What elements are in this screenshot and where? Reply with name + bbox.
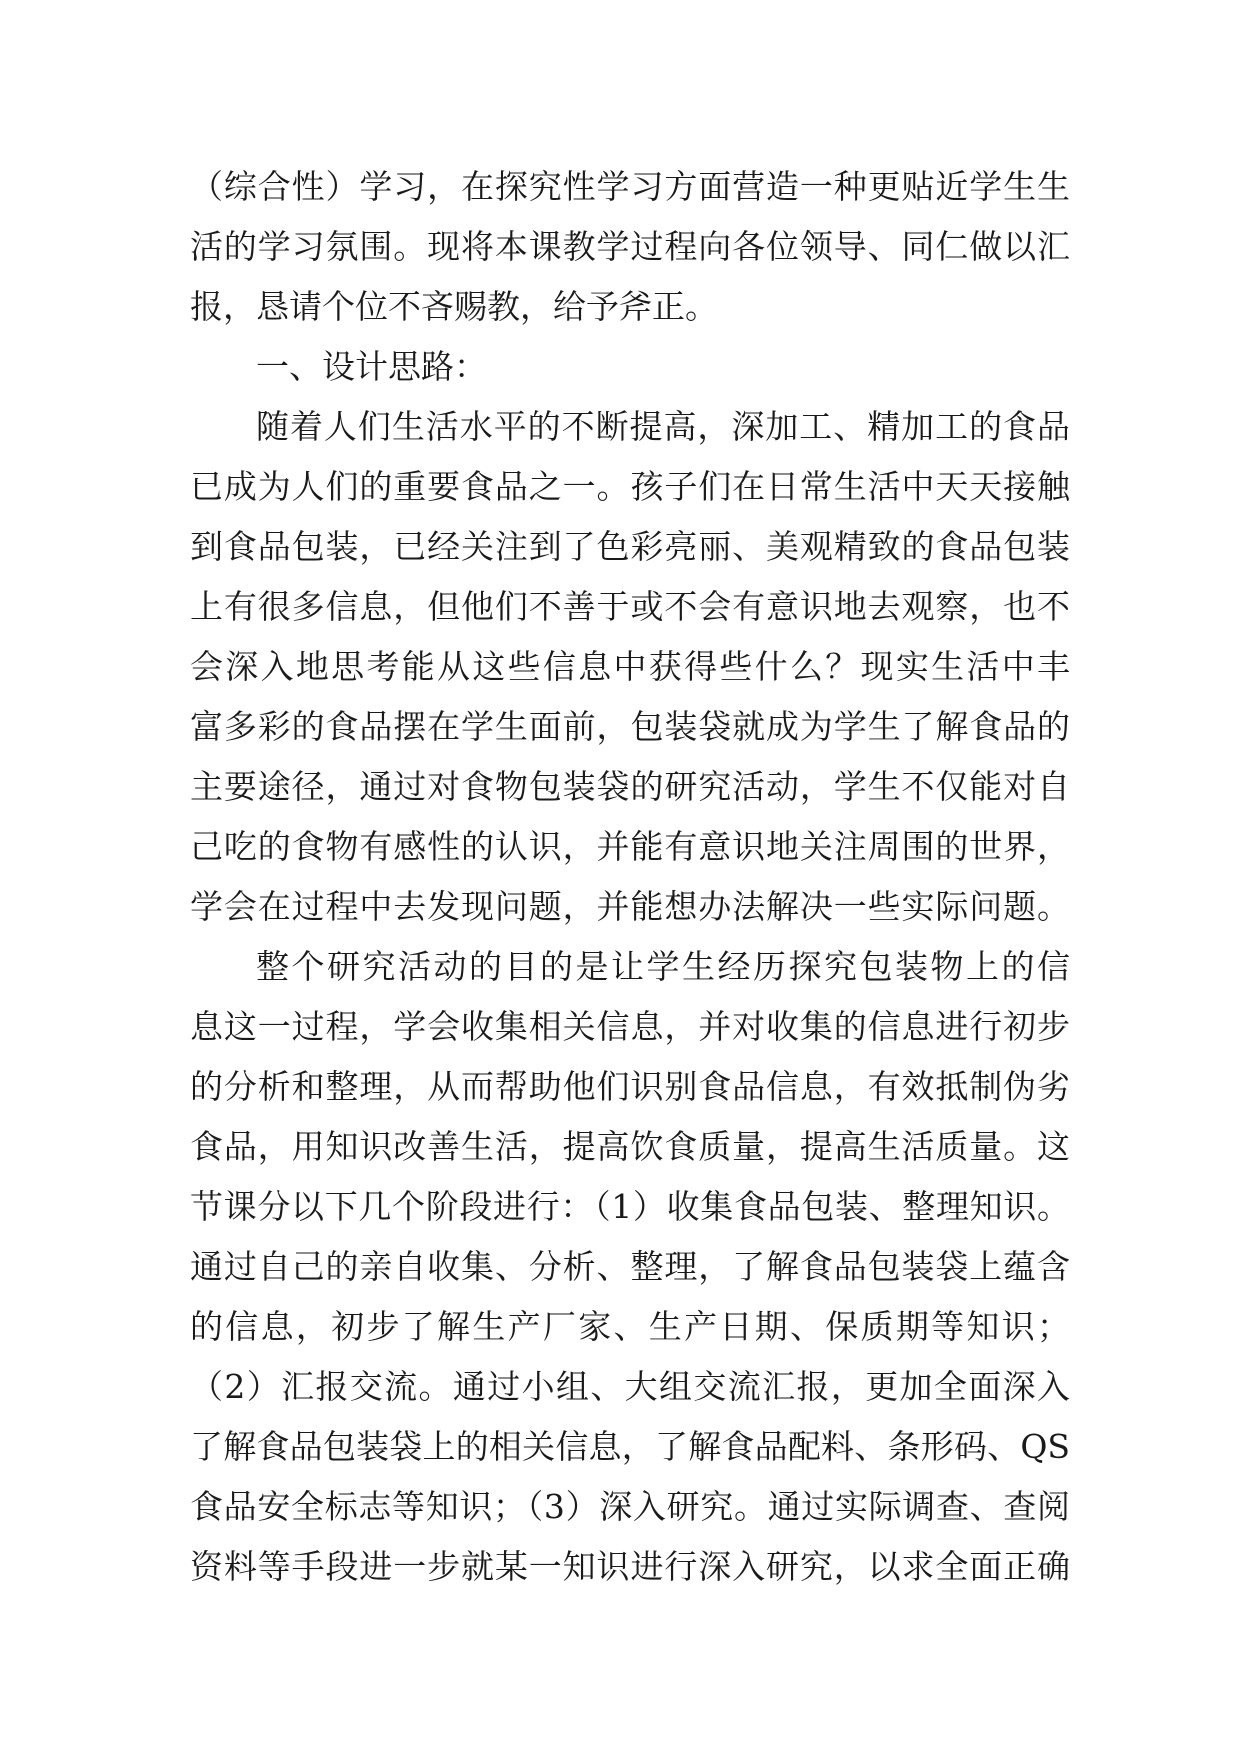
text-line: 的分析和整理，从而帮助他们识别食品信息，有效抵制伪劣 xyxy=(190,1067,1070,1106)
text-line: 食品，用知识改善生活，提高饮食质量，提高生活质量。这 xyxy=(190,1127,1070,1166)
text-line: 息这一过程，学会收集相关信息，并对收集的信息进行初步 xyxy=(190,1007,1070,1046)
text-line: 上有很多信息，但他们不善于或不会有意识地去观察，也不 xyxy=(190,587,1070,626)
text-line: 通过自己的亲自收集、分析、整理，了解食品包装袋上蕴含 xyxy=(190,1247,1070,1286)
text-line: 整个研究活动的目的是让学生经历探究包装物上的信 xyxy=(256,947,1070,986)
text-line: 报，恳请个位不吝赐教，给予斧正。 xyxy=(190,287,718,326)
text-line: 资料等手段进一步就某一知识进行深入研究，以求全面正确 xyxy=(190,1547,1070,1586)
text-line: 的信息，初步了解生产厂家、生产日期、保质期等知识； xyxy=(190,1307,1070,1346)
text-line: 已成为人们的重要食品之一。孩子们在日常生活中天天接触 xyxy=(190,467,1070,506)
text-line: 会深入地思考能从这些信息中获得些什么？现实生活中丰 xyxy=(190,647,1070,686)
text-line: 主要途径，通过对食物包装袋的研究活动，学生不仅能对自 xyxy=(190,767,1070,806)
text-line: 节课分以下几个阶段进行：（1）收集食品包装、整理知识。 xyxy=(190,1187,1070,1226)
document-body xyxy=(190,157,1070,1597)
text-line: （综合性）学习，在探究性学习方面营造一种更贴近学生生 xyxy=(190,167,1070,206)
text-line: 食品安全标志等知识；（3）深入研究。通过实际调查、查阅 xyxy=(190,1487,1070,1526)
text-line: 了解食品包装袋上的相关信息，了解食品配料、条形码、QS xyxy=(190,1427,1070,1466)
text-line: （2）汇报交流。通过小组、大组交流汇报，更加全面深入 xyxy=(190,1367,1070,1406)
section-heading: 一、设计思路： xyxy=(256,347,487,386)
text-line: 学会在过程中去发现问题，并能想办法解决一些实际问题。 xyxy=(190,887,1070,926)
text-line: 富多彩的食品摆在学生面前，包装袋就成为学生了解食品的 xyxy=(190,707,1070,746)
text-line: 活的学习氛围。现将本课教学过程向各位领导、同仁做以汇 xyxy=(190,227,1070,266)
text-line: 到食品包装，已经关注到了色彩亮丽、美观精致的食品包装 xyxy=(190,527,1070,566)
text-line: 己吃的食物有感性的认识，并能有意识地关注周围的世界， xyxy=(190,827,1070,866)
text-line: 随着人们生活水平的不断提高，深加工、精加工的食品 xyxy=(256,407,1070,446)
